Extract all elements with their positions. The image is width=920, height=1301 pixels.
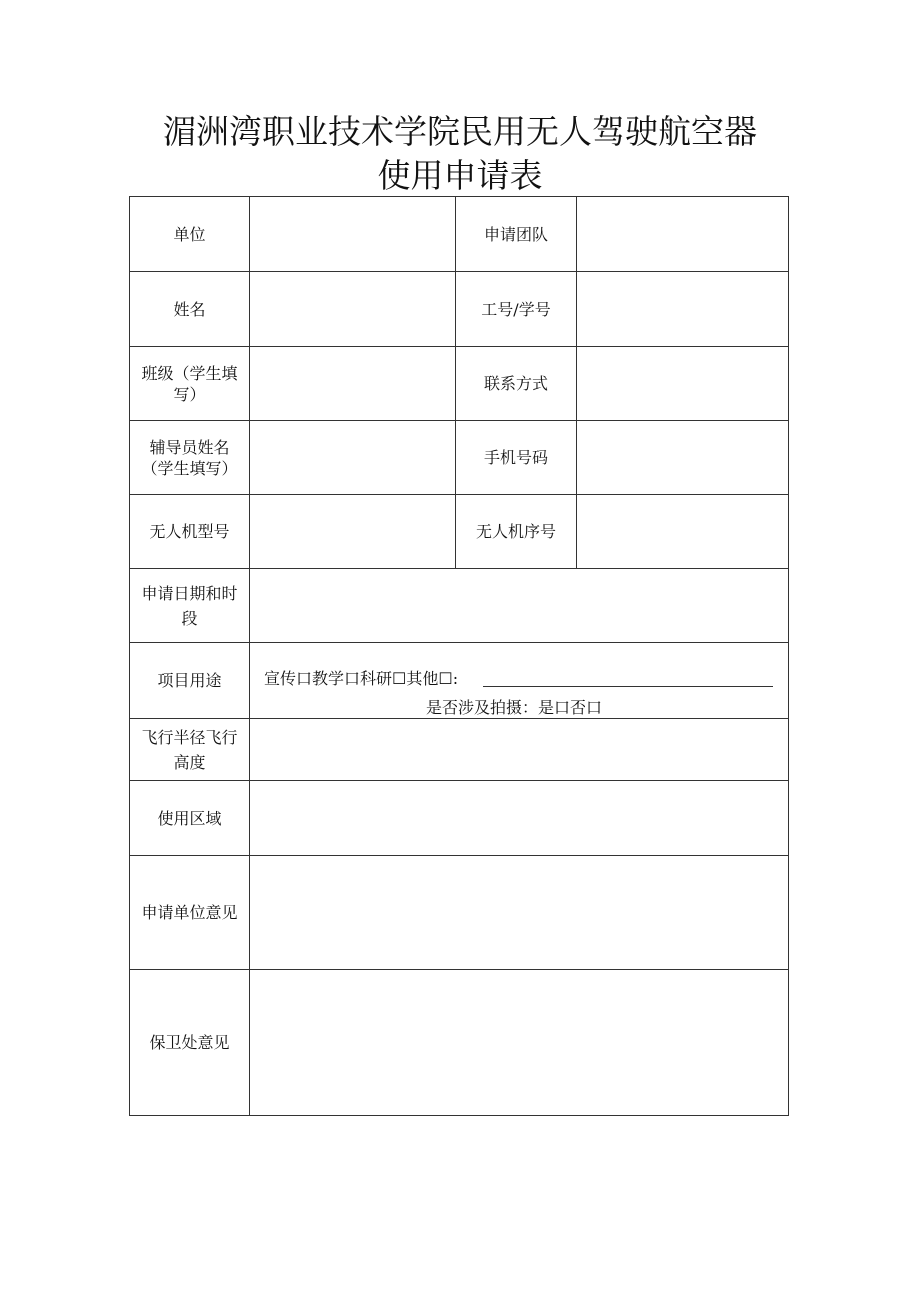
counselor-label: 辅导员姓名（学生填写） xyxy=(141,437,238,478)
security-opinion-field[interactable] xyxy=(250,970,788,1115)
name-label: 姓名 xyxy=(173,299,206,319)
area-field[interactable] xyxy=(250,781,788,855)
id-label: 工号/学号 xyxy=(481,299,551,319)
counselor-field[interactable] xyxy=(250,421,455,494)
area-label: 使用区域 xyxy=(157,808,222,828)
serial-label: 无人机序号 xyxy=(475,522,556,541)
table-border-bottom xyxy=(129,1115,789,1116)
contact-label: 联系方式 xyxy=(483,374,548,393)
date-field[interactable] xyxy=(250,569,788,642)
class-label: 班级（学生填写） xyxy=(141,363,238,404)
id-field[interactable] xyxy=(577,272,788,346)
name-field[interactable] xyxy=(250,272,455,346)
form-title-line1: 湄洲湾职业技术学院民用无人驾驶航空器 xyxy=(163,112,757,151)
other-purpose-underline[interactable] xyxy=(483,686,773,687)
form-title-line2: 使用申请表 xyxy=(377,156,543,195)
class-field[interactable] xyxy=(250,347,455,420)
serial-field[interactable] xyxy=(577,495,788,568)
unit-opinion-label: 申请单位意见 xyxy=(141,903,238,922)
unit-opinion-field[interactable] xyxy=(250,856,788,969)
photo-question[interactable]: 是否涉及拍摄：是口否口 xyxy=(426,698,603,717)
table-border-right xyxy=(788,196,789,1116)
model-label: 无人机型号 xyxy=(149,522,230,541)
radius-label: 飞行半径飞行高度 xyxy=(141,727,238,772)
model-field[interactable] xyxy=(250,495,455,568)
phone-label: 手机号码 xyxy=(483,448,548,467)
security-opinion-label: 保卫处意见 xyxy=(149,1033,230,1052)
radius-field[interactable] xyxy=(250,719,788,780)
team-field[interactable] xyxy=(577,197,788,271)
date-label: 申请日期和时段 xyxy=(141,583,238,628)
contact-field[interactable] xyxy=(577,347,788,420)
team-label: 申请团队 xyxy=(483,224,548,244)
phone-field[interactable] xyxy=(577,421,788,494)
purpose-options[interactable]: 宣传口教学口科研☐其他☐: xyxy=(264,669,459,688)
unit-label: 单位 xyxy=(173,224,206,244)
unit-field[interactable] xyxy=(250,197,455,271)
purpose-label: 项目用途 xyxy=(157,671,222,690)
